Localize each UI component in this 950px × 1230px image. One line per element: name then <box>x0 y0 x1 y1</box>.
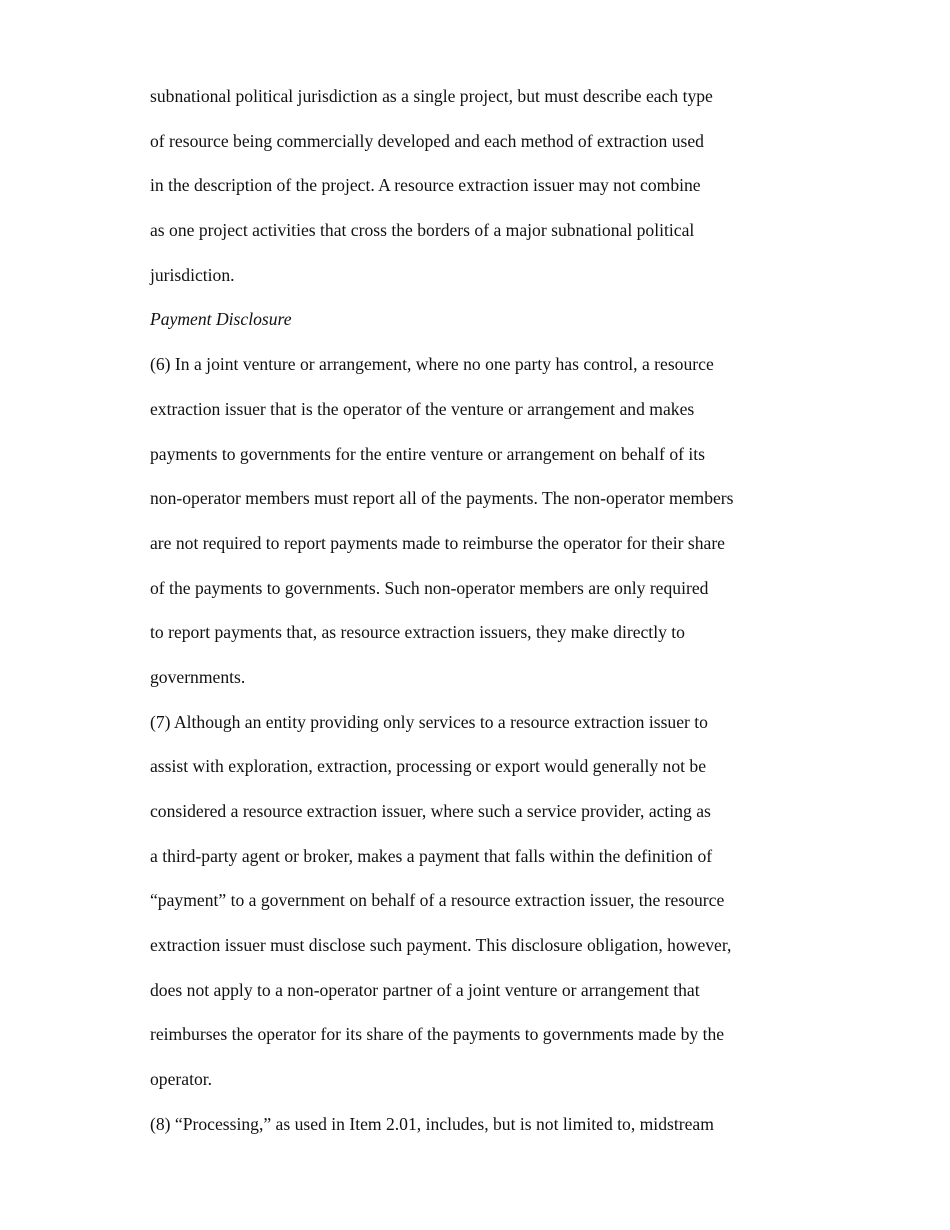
paragraph-line: a third-party agent or broker, makes a payment that falls within the definition of <box>150 845 713 866</box>
paragraph-line: to report payments that, as resource extraction issuers, they make directly to <box>150 622 685 643</box>
paragraph-line: extraction issuer that is the operator of the venture or arrangement and makes <box>150 398 695 419</box>
paragraph-line: jurisdiction. <box>150 264 235 285</box>
paragraph-line: assist with exploration, extraction, processing or export would generally not be <box>150 756 707 777</box>
paragraph-line: considered a resource extraction issuer, where such a service provider, acting as <box>150 801 711 821</box>
document-body <box>150 74 790 1147</box>
paragraph-line: governments. <box>150 666 246 687</box>
paragraph-line: in the description of the project. A resource extraction issuer may not combine <box>150 175 701 196</box>
paragraph-line: non-operator members must report all of the payments. The non-operator members <box>150 488 734 509</box>
paragraph-line: as one project activities that cross the borders of a major subnational political <box>150 220 695 241</box>
paragraph-line: of the payments to governments. Such non-operator members are only required <box>150 577 709 598</box>
paragraph-line: extraction issuer must disclose such payment. This disclosure obligation, however, <box>150 935 732 956</box>
paragraph-line: “payment” to a government on behalf of a resource extraction issuer, the resource <box>150 890 725 911</box>
paragraph-line: of resource being commercially developed and each method of extraction used <box>150 130 704 151</box>
paragraph-line: subnational political jurisdiction as a single project, but must describe each type <box>150 86 713 106</box>
paragraph-7 <box>150 700 790 1102</box>
paragraph-line: are not required to report payments made to reimburse the operator for their share <box>150 532 725 553</box>
paragraph-line: does not apply to a non-operator partner of a joint venture or arrangement that <box>150 979 700 1000</box>
paragraph-continued <box>150 74 790 297</box>
paragraph-8 <box>150 1102 790 1147</box>
paragraph-line: payments to governments for the entire venture or arrangement on behalf of its <box>150 443 705 464</box>
paragraph-line: reimburses the operator for its share of the payments to governments made by the <box>150 1024 725 1045</box>
paragraph-line: (6) In a joint venture or arrangement, where no one party has control, a resource <box>150 354 714 375</box>
paragraph-line: (7) Although an entity providing only services to a resource extraction issuer to <box>150 711 708 732</box>
paragraph-6 <box>150 342 790 700</box>
section-heading: Payment Disclosure <box>150 309 292 330</box>
paragraph-line: operator. <box>150 1069 213 1090</box>
paragraph-line: (8) “Processing,” as used in Item 2.01, includes, but is not limited to, midstream <box>150 1113 714 1134</box>
